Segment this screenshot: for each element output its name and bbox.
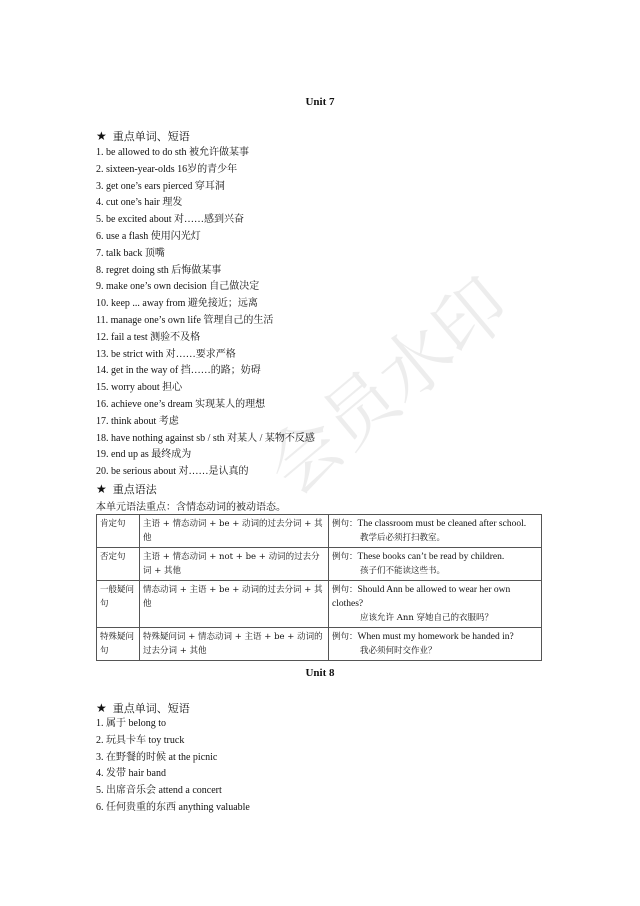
list-item: 6. use a flash 使用闪光灯 [96, 230, 201, 242]
example-sentence: These books can’t be read by children. [357, 552, 505, 562]
grammar-structure: 主语 + 情态动词 + be + 动词的过去分词 + 其他 [140, 515, 329, 548]
list-item: 16. achieve one’s dream 实现某人的理想 [96, 398, 266, 410]
list-item: 5. be excited about 对……感到兴奋 [96, 214, 245, 226]
grammar-type: 一般疑问句 [97, 581, 140, 628]
list-item: 18. have nothing against sb / sth 对某人 / 某物不反感 [96, 432, 315, 444]
example-sentence: Should Ann be allowed to wear her own clothes? [332, 585, 511, 609]
unit7-grammar-heading [96, 481, 157, 497]
example-label: 例句： [332, 552, 358, 562]
list-item: 19. end up as 最终成为 [96, 449, 192, 461]
grammar-structure: 情态动词 + 主语 + be + 动词的过去分词 + 其他 [140, 581, 329, 628]
grammar-type: 特殊疑问句 [97, 628, 140, 661]
star-icon: ★ [96, 129, 107, 143]
grammar-structure: 特殊疑问词 + 情态动词 + 主语 + be + 动词的过去分词 + 其他 [140, 628, 329, 661]
unit7-vocab-heading-text: 重点单词、短语 [112, 131, 190, 143]
unit8-vocab-list [96, 716, 250, 817]
list-item: 8. regret doing sth 后悔做某事 [96, 264, 222, 276]
list-item: 1. 属于 belong to [96, 718, 166, 729]
list-item: 2. 玩具卡车 toy truck [96, 734, 185, 746]
example-translation: 教学后必须打扫教室。 [360, 533, 446, 543]
example-translation: 应该允许 Ann 穿她自己的衣服吗？ [360, 613, 493, 623]
grammar-example-cell [329, 628, 542, 661]
list-item: 12. fail a test 测验不及格 [96, 331, 201, 343]
list-item: 4. 发带 hair band [96, 768, 166, 780]
list-item: 17. think about 考虑 [96, 415, 179, 427]
watermark: 会员水印 [250, 261, 526, 512]
unit8-title: Unit 8 [305, 667, 335, 679]
example-sentence: The classroom must be cleaned after school. [357, 519, 527, 529]
list-item: 13. be strict with 对……要求严格 [96, 348, 236, 360]
unit8-vocab-heading-text: 重点单词、短语 [112, 703, 190, 715]
table-row [97, 515, 542, 548]
list-item: 3. 在野餐的时候 at the picnic [96, 751, 218, 763]
table-row [97, 548, 542, 581]
table-row [97, 581, 542, 628]
list-item: 3. get one’s ears pierced 穿耳洞 [96, 180, 225, 192]
list-item: 7. talk back 顶嘴 [96, 247, 165, 259]
list-item: 5. 出席音乐会 attend a concert [96, 785, 222, 797]
grammar-example-cell [329, 548, 542, 581]
list-item: 10. keep ... away from 避免接近；远离 [96, 298, 258, 310]
example-sentence: When must my homework be handed in? [357, 632, 514, 642]
list-item: 20. be serious about 对……是认真的 [96, 466, 249, 478]
example-label: 例句： [332, 585, 358, 595]
grammar-table [96, 514, 542, 661]
table-row [97, 628, 542, 661]
example-translation: 我必须何时交作业？ [360, 646, 437, 656]
list-item: 11. manage one’s own life 管理自己的生活 [96, 314, 274, 326]
unit7-grammar-heading-text: 重点语法 [112, 484, 157, 496]
unit7-vocab-heading [96, 128, 190, 144]
grammar-type: 肯定句 [97, 515, 140, 548]
list-item: 9. make one’s own decision 自己做决定 [96, 281, 260, 293]
unit7-vocab-list [96, 145, 315, 481]
star-icon: ★ [96, 482, 107, 496]
list-item: 1. be allowed to do sth 被允许做某事 [96, 147, 250, 158]
grammar-example-cell [329, 515, 542, 548]
example-label: 例句： [332, 632, 358, 642]
unit8-vocab-heading [96, 700, 190, 716]
list-item: 15. worry about 担心 [96, 382, 183, 394]
grammar-example-cell [329, 581, 542, 628]
list-item: 4. cut one’s hair 理发 [96, 197, 183, 209]
list-item: 2. sixteen-year-olds 16岁的青少年 [96, 163, 238, 175]
grammar-structure: 主语 + 情态动词 + not + be + 动词的过去分词 + 其他 [140, 548, 329, 581]
grammar-type: 否定句 [97, 548, 140, 581]
list-item: 6. 任何贵重的东西 anything valuable [96, 801, 250, 813]
grammar-intro: 本单元语法重点：含情态动词的被动语态。 [96, 502, 286, 513]
example-label: 例句： [332, 519, 358, 529]
example-translation: 孩子们不能读这些书。 [360, 566, 446, 576]
unit7-title: Unit 7 [305, 96, 335, 108]
star-icon: ★ [96, 701, 107, 715]
list-item: 14. get in the way of 挡……的路；妨碍 [96, 365, 261, 377]
